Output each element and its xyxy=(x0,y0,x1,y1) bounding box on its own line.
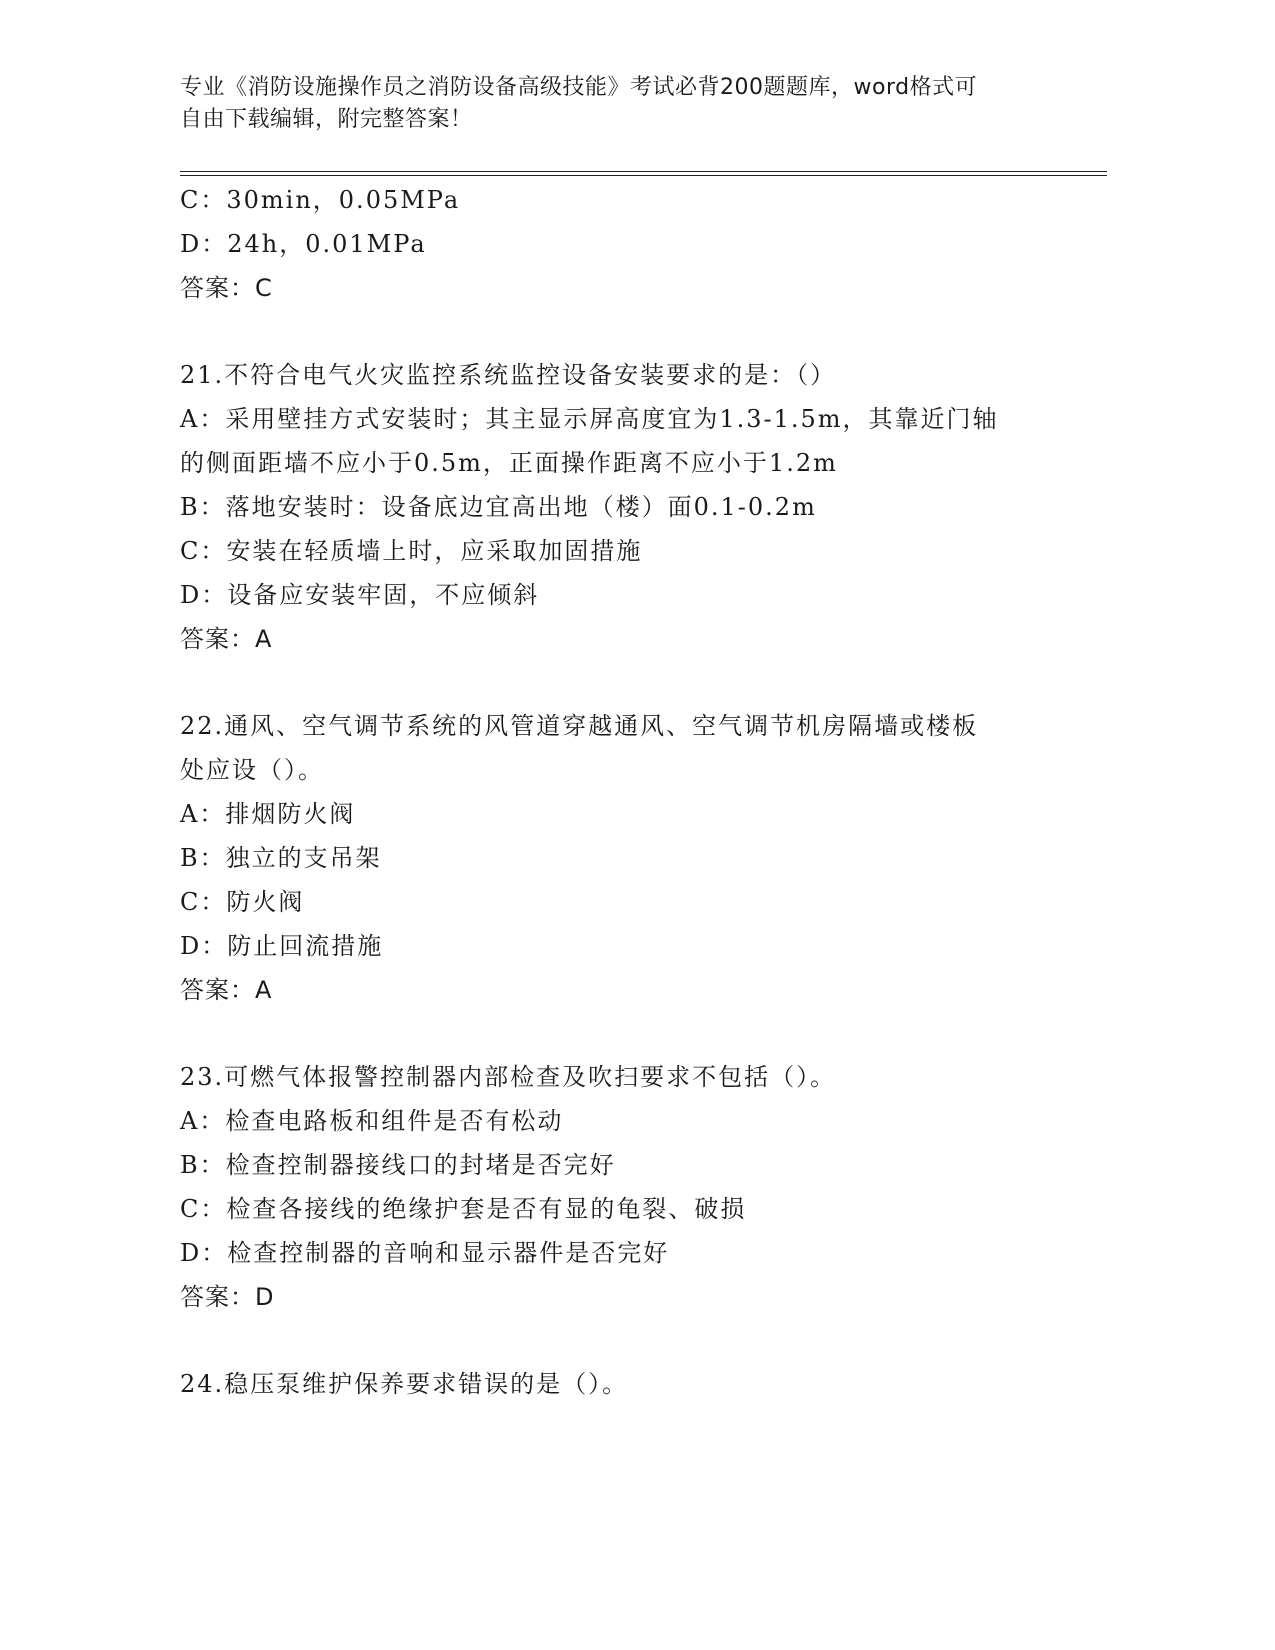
question-20-tail xyxy=(180,178,1060,310)
option-a: A：排烟防火阀 xyxy=(180,800,356,828)
option-b: B：检查控制器接线口的封堵是否完好 xyxy=(180,1151,616,1179)
option-d: D：检查控制器的音响和显示器件是否完好 xyxy=(180,1239,670,1267)
header-line-2: 自由下载编辑，附完整答案！ xyxy=(180,107,473,132)
option-d: D：防止回流措施 xyxy=(180,932,384,960)
question-21 xyxy=(180,353,1060,661)
option-c: C：防火阀 xyxy=(180,888,305,916)
option-b: B：独立的支吊架 xyxy=(180,844,382,872)
question-stem: 22.通风、空气调节系统的风管道穿越通风、空气调节机房隔墙或楼板 xyxy=(180,712,979,740)
option-b: B：落地安装时：设备底边宜高出地（楼）面0.1-0.2m xyxy=(180,493,817,521)
answer: 答案：C xyxy=(180,274,273,302)
option-a: A：采用壁挂方式安装时；其主显示屏高度宜为1.3-1.5m，其靠近门轴 xyxy=(180,405,999,433)
option-d: D：24h，0.01MPa xyxy=(180,230,427,258)
question-24 xyxy=(180,1362,1060,1406)
question-list xyxy=(180,178,1060,1406)
answer: 答案：A xyxy=(180,625,273,653)
answer: 答案：A xyxy=(180,976,273,1004)
question-22 xyxy=(180,704,1060,1012)
option-c: C：30min，0.05MPa xyxy=(180,186,461,214)
document-header xyxy=(180,72,1040,136)
question-stem-continued: 处应设（）。 xyxy=(180,756,324,784)
header-line-1: 专业《消防设施操作员之消防设备高级技能》考试必背200题题库，word格式可 xyxy=(180,75,978,100)
header-divider xyxy=(180,171,1107,176)
question-23 xyxy=(180,1055,1060,1319)
question-stem: 24.稳压泵维护保养要求错误的是（）。 xyxy=(180,1370,629,1398)
option-a-continued: 的侧面距墙不应小于0.5m，正面操作距离不应小于1.2m xyxy=(180,449,838,477)
option-c: C：安装在轻质墙上时，应采取加固措施 xyxy=(180,537,643,565)
option-c: C：检查各接线的绝缘护套是否有显的龟裂、破损 xyxy=(180,1195,747,1223)
question-stem: 23.可燃气体报警控制器内部检查及吹扫要求不包括（）。 xyxy=(180,1063,837,1091)
option-d: D：设备应安装牢固，不应倾斜 xyxy=(180,581,540,609)
answer: 答案：D xyxy=(180,1283,275,1311)
option-a: A：检查电路板和组件是否有松动 xyxy=(180,1107,564,1135)
question-stem: 21.不符合电气火灾监控系统监控设备安装要求的是：（） xyxy=(180,361,837,389)
